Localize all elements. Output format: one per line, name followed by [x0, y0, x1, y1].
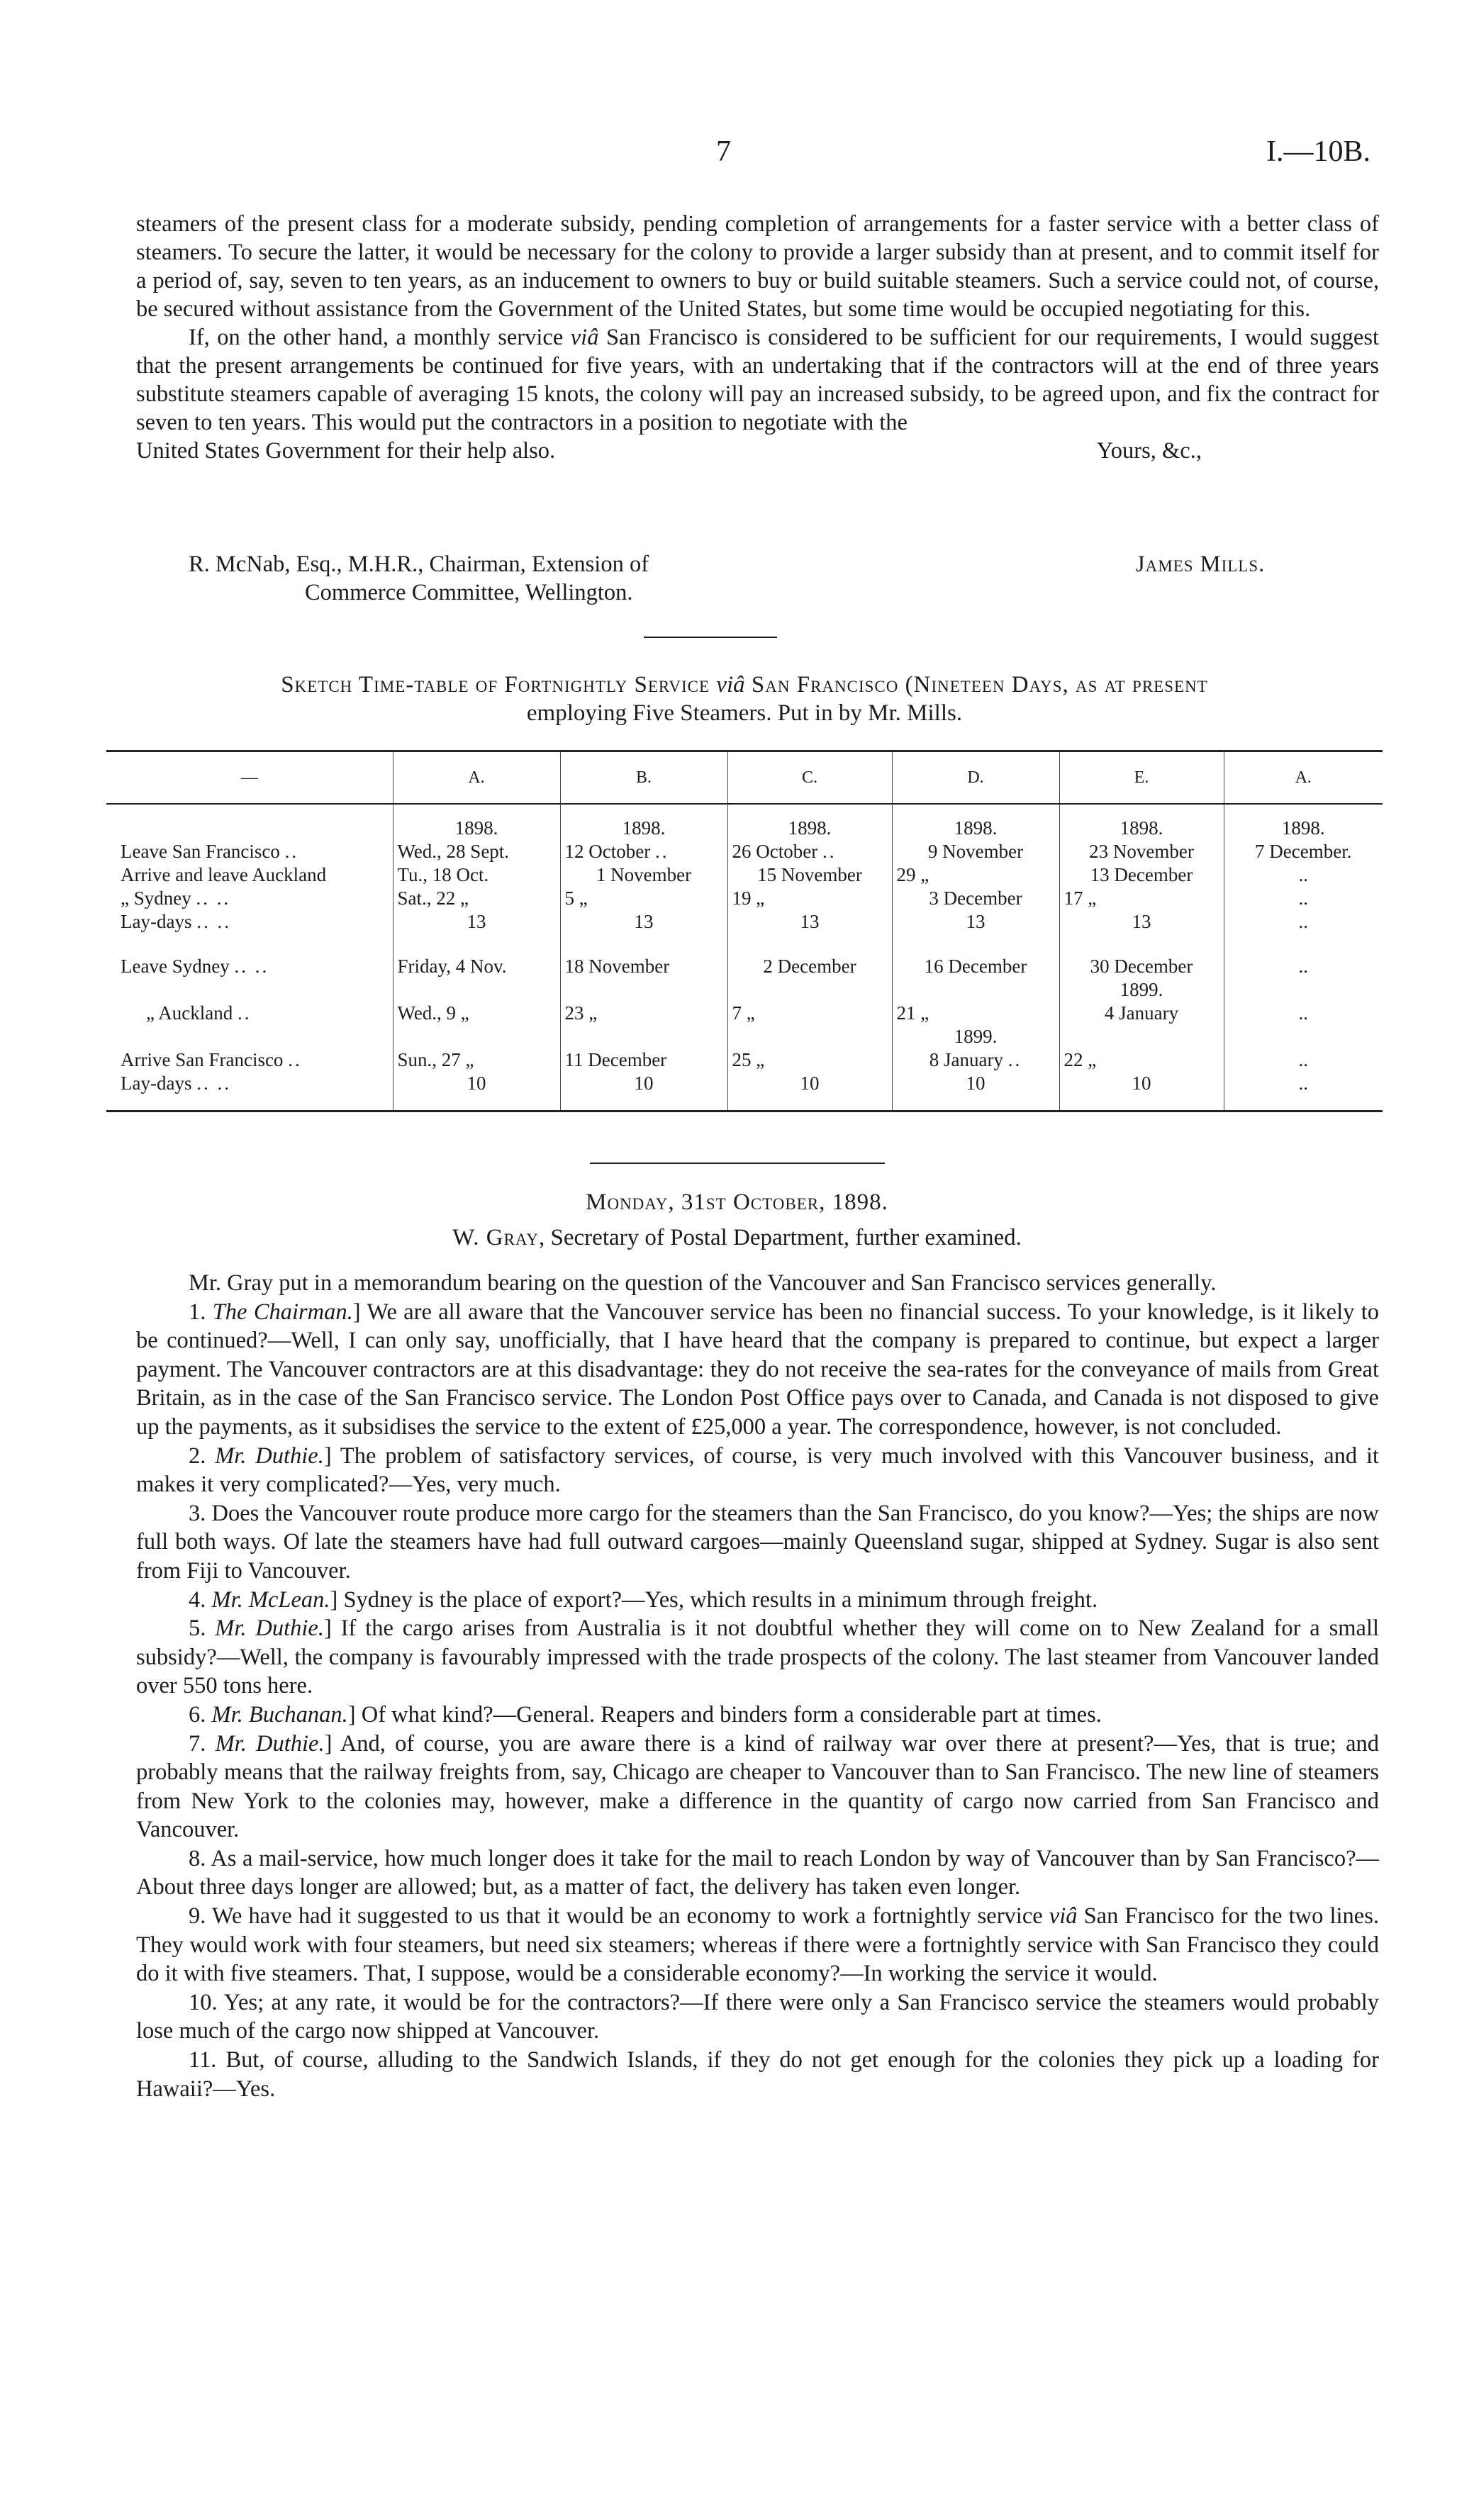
page-header — [0, 135, 1474, 177]
timetable-table — [106, 750, 1383, 1112]
table-row: Arrive and leave Auckland Tu., 18 Oct. 1 November 15 November 29 „ 13 December .. — [106, 863, 1383, 887]
letter-last-line: United States Government for their help also. — [136, 438, 556, 464]
question-2: 2. Mr. Duthie.] The problem of satisfactory services, of course, is very much involved with this Vancouver business, and it makes it very complicated?—Yes, very much. — [136, 1443, 1380, 1498]
column-header: A. — [393, 751, 560, 805]
spacer-row — [106, 804, 1383, 817]
column-header: — — [106, 751, 393, 805]
section-divider — [590, 1163, 885, 1164]
timetable-title-line-1: Sketch Time-table of Fortnightly Service viâ San Francisco (Nineteen Days, as at present — [281, 672, 1208, 698]
column-header: E. — [1059, 751, 1224, 805]
question-10: 10. Yes; at any rate, it would be for the contractors?—If there were only a San Francisco service the steamers would probably lose much of the cargo now shipped at Vancouver. — [136, 1989, 1379, 2044]
letter-closing: Yours, &c., — [1096, 438, 1202, 464]
letter-paragraph: steamers of the present class for a moderate subsidy, pending completion of arrangements for a faster service with a better class of steamers. To secure the latter, it would be necessary for the colony to provide a larger subsidy than at present, and to commit itself for a period of, say, seven to ten years, as an inducement to owners to buy or build suitable steamers. Such a service could not, of course, be secured without assistance from the Government of the United States, but some time would be occupied negotiating for this. — [136, 211, 1379, 322]
question-6: 6. Mr. Buchanan.] Of what kind?—General. Reapers and binders form a considerable part at times. — [189, 1701, 1102, 1727]
question-8: 8. As a mail-service, how much longer does it take for the mail to reach London by way of Vancouver than by San Francisco?—About three days longer are allowed; but, as a matter of fact, the delivery has taken even longer. — [136, 1845, 1379, 1900]
timetable-header-row — [106, 751, 1383, 805]
evidence-text — [136, 1269, 1379, 2103]
signature: James Mills. — [1136, 551, 1266, 577]
table-row: „ Auckland .. Wed., 9 „ 23 „ 7 „ 21 „ 4 January .. — [106, 1002, 1383, 1025]
question-9: 9. We have had it suggested to us that it would be an economy to work a fortnightly service viâ San Francisco for the two lines. They would work with four steamers, but need six steamers; whereas if there were a fortnightly service with San Francisco they could do it with five steamers. That, I suppose, would be a considerable economy?—In working the service it would. — [136, 1903, 1379, 1987]
page-number: 7 — [716, 135, 731, 168]
column-header: A. — [1224, 751, 1383, 805]
table-row: 1899. — [106, 978, 1383, 1002]
question-3: 3. Does the Vancouver route produce more cargo for the steamers than the San Francisco, do you know?—Yes; the ships are now full both ways. Of late the steamers have had full outward cargoes—mainly Queensland sugar, shipped at Sydney. Sugar is also sent from Fiji to Vancouver. — [136, 1500, 1380, 1584]
table-row: 1899. — [106, 1025, 1383, 1048]
table-row: Lay-days .. .. 13 13 13 13 13 .. — [106, 910, 1383, 934]
evidence-intro: Mr. Gray put in a memorandum bearing on the question of the Vancouver and San Francisco services generally. — [189, 1270, 1217, 1296]
question-7: 7. Mr. Duthie.] And, of course, you are aware there is a kind of railway war over there at present?—Yes, that is true; and probably means that the railway freights from, say, Chicago are cheaper to Vancouver than to San Francisco. The new line of steamers from New York to the colonies may, however, make a difference in the quantity of cargo now carried from San Francisco and Vancouver. — [136, 1730, 1380, 1843]
timetable-title — [106, 671, 1383, 727]
question-4: 4. Mr. McLean.] Sydney is the place of export?—Yes, which results in a minimum through freight. — [189, 1586, 1098, 1613]
spacer-row — [106, 1095, 1383, 1111]
table-row: Lay-days .. .. 10 10 10 10 10 .. — [106, 1072, 1383, 1095]
examination-date: Monday, 31st October, 1898. — [586, 1189, 888, 1215]
witness-line: W. Gray, Secretary of Postal Department, further examined. — [452, 1225, 1022, 1250]
page-reference: I.—10B. — [1266, 135, 1370, 168]
addressee-line-2: Commerce Committee, Wellington. — [305, 580, 633, 605]
column-header: C. — [727, 751, 892, 805]
column-header: D. — [892, 751, 1059, 805]
table-row: 1898. 1898. 1898. 1898. 1898. 1898. — [106, 817, 1383, 840]
table-row: Leave San Francisco .. Wed., 28 Sept. 12 October .. 26 October .. 9 November 23 November 7 December. — [106, 840, 1383, 863]
table-row: „ Sydney .. .. Sat., 22 „ 5 „ 19 „ 3 December 17 „ .. — [106, 887, 1383, 910]
table-row: Arrive San Francisco .. Sun., 27 „ 11 December 25 „ 8 January .. 22 „ .. — [106, 1048, 1383, 1072]
closing-line — [136, 437, 1379, 465]
section-divider — [644, 637, 777, 638]
table-row: Leave Sydney .. .. Friday, 4 Nov. 18 November 2 December 16 December 30 December .. — [106, 955, 1383, 978]
addressee: R. McNab, Esq., M.H.R., Chairman, Extension of — [189, 551, 649, 577]
letter-text — [136, 210, 1379, 465]
question-1: 1. The Chairman.] We are all aware that the Vancouver service has been no financial success. To your knowledge, is it likely to be continued?—Well, I can only say, unofficially, that I have heard that the company is prepared to continue, but expect a larger payment. The Vancouver contractors are at this disadvantage: they do not receive the sea-rates for the conveyance of mails from Great Britain, as in the case of the San Francisco service. The London Post Office pays over to Canada, and Canada is not disposed to give up the payments, as it subsidises the service to the extent of £25,000 a year. The correspondence, however, is not concluded. — [136, 1299, 1380, 1440]
spacer-row — [106, 934, 1383, 955]
question-5: 5. Mr. Duthie.] If the cargo arises from Australia is it not doubtful whether they will come on to New Zealand for a small subsidy?—Well, the company is favourably impressed with the trade prospects of the colony. The last steamer from Vancouver landed over 550 tons here. — [136, 1615, 1380, 1699]
letter-paragraph: If, on the other hand, a monthly service viâ San Francisco is considered to be sufficient for our requirements, I would suggest that the present arrangements be continued for five years, with an undertaking that if the contractors will at the end of three years substitute steamers capable of averaging 15 knots, the colony will pay an increased subsidy, to be agreed upon, and fix the contract for seven to ten years. This would put the contractors in a position to negotiate with the — [136, 325, 1379, 435]
column-header: B. — [560, 751, 727, 805]
question-11: 11. But, of course, alluding to the Sandwich Islands, if they do not get enough for the colonies they pick up a loading for Hawaii?—Yes. — [136, 2047, 1379, 2102]
timetable-title-line-2: employing Five Steamers. Put in by Mr. Mills. — [526, 700, 963, 726]
